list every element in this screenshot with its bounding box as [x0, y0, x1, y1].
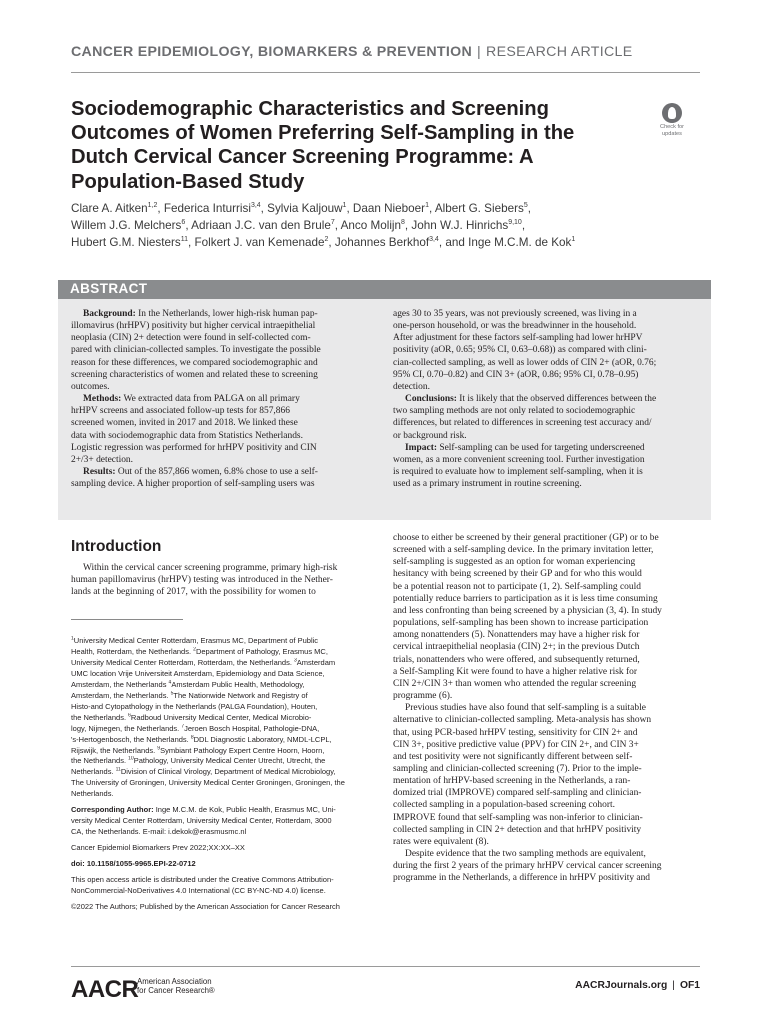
text-line	[393, 308, 699, 320]
aacr-logo[interactable]: AACR	[71, 976, 139, 1003]
line-text: sampling and clinician-collected screening (7). Prior to the imple-	[393, 763, 642, 774]
line-text: screened women, invited in 2017 and 2018. We linked these	[71, 418, 298, 429]
text-line	[393, 836, 699, 848]
journal-site-link[interactable]: AACRJournals.org	[575, 980, 668, 991]
text-line	[393, 629, 699, 641]
line-text: a Self-Sampling Kit were found to have a higher relative risk for	[393, 666, 637, 677]
affiliation-number: 10	[128, 756, 134, 762]
paragraph-label: Impact:	[405, 442, 437, 453]
text-line	[393, 860, 699, 872]
text-line	[71, 320, 377, 332]
line-text: choose to either be screened by their general practitioner (GP) or to be	[393, 533, 659, 543]
text-line	[71, 454, 377, 466]
article-type: RESEARCH ARTICLE	[486, 44, 633, 60]
line-text: two sampling methods are not only related to sociodemographic	[393, 406, 636, 417]
line-text: used as a primary instrument in routine screening.	[393, 479, 582, 490]
affiliation-marker: 11	[180, 236, 189, 244]
text-line	[393, 357, 699, 369]
text-line	[393, 848, 699, 860]
text-line	[393, 605, 699, 617]
line-text: illomavirus (hrHPV) positivity but higher cervical intraepithelial	[71, 321, 316, 332]
line-text: hesitancy with being screened by their GP and for who this would	[393, 569, 642, 580]
affiliation-number: 9	[157, 745, 161, 752]
line-text: collected sampling in CIN 2+ detection and that hrHPV positivity	[393, 824, 642, 835]
text-line	[393, 466, 699, 478]
text-line	[71, 393, 377, 405]
affiliation-number: 1	[71, 636, 74, 642]
text-line	[393, 532, 699, 544]
body-line: human papillomavirus (hrHPV) testing was introduced in the Nether-	[71, 575, 333, 586]
text-line	[71, 332, 377, 344]
affiliation-text: Amsterdam Public Health, Methodology,	[171, 679, 305, 689]
line-text: is required to evaluate how to implement self-sampling, when it is	[393, 467, 643, 478]
affiliation-text: Netherlands.	[71, 789, 114, 799]
text-line	[393, 430, 699, 442]
line-text: Logistic regression was performed for hrHPV positivity and CIN	[71, 442, 317, 453]
text-line	[393, 739, 699, 751]
footer-separator: |	[672, 980, 675, 991]
text-line	[393, 690, 699, 702]
affiliation-marker: 7	[330, 219, 335, 227]
line-text: Previous studies have also found that self-sampling is a suitable	[405, 703, 646, 714]
affiliation-text: Pathology, University Medical Center Utrecht, Utrecht, the	[133, 756, 326, 766]
text-line	[393, 751, 699, 763]
text-line	[393, 641, 699, 653]
author-line	[71, 234, 671, 251]
text-line	[71, 827, 381, 838]
line-text: screening characteristics of women and related these to screening	[71, 369, 318, 380]
abstract-heading: ABSTRACT	[70, 281, 148, 296]
journal-header	[71, 44, 711, 60]
affiliation-text: Rijswijk, the Netherlands.	[71, 745, 158, 755]
author-name: , Federica Inturrisi	[157, 202, 251, 215]
article-title	[71, 97, 631, 194]
footer-page-info	[575, 980, 700, 991]
author-name: , Adriaan J.C. van den Brule	[185, 219, 331, 232]
line-text: or background risk.	[393, 430, 467, 441]
check-for-updates-badge[interactable]	[654, 103, 690, 141]
badge-line: updates	[662, 130, 682, 137]
affiliation-marker: 1	[342, 202, 347, 210]
affiliation-text: 's-Hertogenbosch, the Netherlands.	[71, 734, 191, 744]
affiliation-line	[71, 778, 381, 789]
line-text: differences, but related to differences in screening test accuracy and/	[393, 418, 652, 429]
line-text: outcomes.	[71, 381, 110, 392]
author-name: , Johannes Berkhof	[328, 236, 430, 249]
affiliation-marker: 8	[401, 219, 405, 227]
badge-line: Check for	[660, 124, 684, 130]
org-line: American Association	[137, 977, 212, 986]
line-text: women, as a more convenient screening tool. Further investigation	[393, 454, 645, 465]
affiliation-line	[71, 669, 381, 680]
text-line	[71, 442, 377, 454]
affiliation-number: 4	[168, 679, 172, 686]
affiliation-number: 11	[115, 767, 121, 773]
text-line	[393, 417, 699, 429]
affiliation-number: 5	[170, 690, 174, 697]
affiliation-text: logy, Nijmegen, the Netherlands.	[71, 723, 182, 733]
badge-text	[654, 124, 690, 137]
affiliation-text: Health, Rotterdam, the Netherlands.	[71, 646, 194, 656]
affiliation-text: Amsterdam, the Netherlands.	[71, 690, 171, 700]
line-text: cervical intraepithelial neoplasia (CIN) 2+; in the previous Dutch	[393, 642, 640, 653]
text-line	[71, 816, 381, 827]
author-line	[71, 217, 671, 234]
abstract-left-column	[71, 308, 377, 490]
paragraph-label: Methods:	[83, 394, 122, 405]
text-line	[393, 581, 699, 593]
affiliation-line	[71, 724, 381, 735]
line-text: neoplasia (CIN) 2+ detection were found in self-collected com-	[71, 333, 311, 344]
line-text: hrHPV screens and associated follow-up tests for 857,866	[71, 406, 290, 417]
line-text: among nonattenders (5). Nonattenders may have a higher risk for	[393, 630, 640, 641]
affiliations	[71, 636, 381, 800]
author-name: , John W.J. Hinrichs	[404, 219, 509, 232]
affiliation-text: the Netherlands.	[71, 712, 129, 722]
text-line	[393, 702, 699, 714]
author-name: Clare A. Aitken	[71, 202, 148, 215]
text-line	[71, 344, 377, 356]
text-line	[71, 478, 377, 490]
line-text: pared with clinician-collected samples. To investigate the possible	[71, 345, 321, 356]
paragraph-label: Background:	[83, 309, 136, 319]
affiliation-number: 2	[193, 646, 196, 653]
author-list	[71, 200, 671, 251]
title-line: Population-Based Study	[71, 170, 305, 193]
line-text: populations, self-sampling has been shown to increase participation	[393, 618, 649, 629]
text-line	[393, 593, 699, 605]
text-line	[393, 332, 699, 344]
line-text: It is likely that the observed differences between the	[456, 394, 657, 405]
citation: Cancer Epidemiol Biomarkers Prev 2022;XX:XX–XX	[71, 843, 245, 853]
author-name: , Folkert J. van Kemenade	[188, 236, 325, 249]
affiliation-marker: 1,2	[147, 202, 158, 210]
license-line: This open access article is distributed under the Creative Commons Attribution-	[71, 875, 334, 885]
line-text: versity Medical Center Rotterdam, University Medical Center, Rotterdam, 3000	[71, 816, 332, 826]
introduction-text	[71, 562, 377, 598]
text-line	[393, 393, 699, 405]
footnotes	[71, 636, 381, 918]
text-line	[393, 381, 699, 393]
line-text: and less confronting than being screened by a physician (3, 4). In study	[393, 605, 662, 616]
text-line	[71, 405, 377, 417]
corresponding-author	[71, 805, 381, 838]
header-separator: |	[477, 44, 482, 60]
line-text: potentially reduce barriers to participation as it is less time consuming	[393, 593, 658, 604]
affiliation-text: Radboud University Medical Center, Medical Microbio-	[130, 712, 312, 722]
affiliation-line	[71, 636, 381, 647]
affiliation-line	[71, 789, 381, 800]
text-line	[393, 442, 699, 454]
author-name: , and Inge M.C.M. de Kok	[438, 236, 572, 249]
line-text: We extracted data from PALGA on all primary	[121, 394, 300, 405]
line-text: rates were equivalent (8).	[393, 836, 489, 847]
line-text: CIN 3+, positive predictive value (PPV) for CIN 2+, and CIN 3+	[393, 739, 639, 750]
line-text: data with sociodemographic data from Statistics Netherlands.	[71, 430, 303, 441]
author-name: , Anco Molijn	[334, 219, 402, 232]
abstract-right-column	[393, 308, 699, 490]
affiliation-line	[71, 658, 381, 669]
text-line	[393, 617, 699, 629]
text-line	[393, 799, 699, 811]
aacr-org-name	[137, 977, 215, 996]
line-text: domized trial (IMPROVE) compared self-sampling and clinician-	[393, 788, 642, 799]
line-text: programme (6).	[393, 691, 453, 702]
affiliation-text: The University of Groningen, University Medical Center Groningen, Groningen, the	[71, 778, 345, 788]
line-text: programme in the Netherlands, a difference in hrHPV positivity and	[393, 873, 651, 884]
line-text: IMPROVE found that self-sampling was non-inferior to clinician-	[393, 812, 643, 823]
copyright-block	[71, 902, 381, 913]
text-line	[393, 369, 699, 381]
line-text: mentation of hrHPV-based screening in the Netherlands, a ran-	[393, 776, 631, 787]
affiliation-line	[71, 680, 381, 691]
title-line: Dutch Cervical Cancer Screening Programme: A	[71, 146, 534, 169]
affiliation-line	[71, 691, 381, 702]
page-number: OF1	[679, 980, 700, 991]
text-line	[393, 824, 699, 836]
author-name: Willem J.G. Melchers	[71, 219, 182, 232]
text-line	[393, 727, 699, 739]
introduction-heading: Introduction	[71, 538, 162, 555]
affiliation-number: 6	[128, 712, 131, 719]
author-name: , Sylvia Kaljouw	[260, 202, 343, 215]
copyright: ©2022 The Authors; Published by the American Association for Cancer Research	[71, 901, 340, 911]
affiliation-text: Jeroen Bosch Hospital, Pathologie-DNA,	[184, 723, 320, 733]
body-line: lands at the beginning of 2017, with the possibility for women to	[71, 587, 316, 598]
affiliation-number: 3	[294, 657, 297, 664]
line-text: detection.	[393, 381, 430, 392]
affiliation-line	[71, 735, 381, 746]
line-text: CIN 2+/CIN 3+ than women who attended the regular screening	[393, 678, 637, 689]
affiliation-text: University Medical Center Rotterdam, Erasmus MC, Department of Public	[73, 636, 319, 645]
text-line	[393, 320, 699, 332]
affiliation-text: Netherlands.	[71, 767, 116, 777]
line-text: 2+/3+ detection.	[71, 454, 134, 465]
line-text: Out of the 857,866 women, 6.8% chose to use a self-	[115, 467, 318, 478]
line-text: Despite evidence that the two sampling methods are equivalent,	[405, 849, 646, 860]
header-rule	[71, 72, 700, 73]
affiliation-line	[71, 647, 381, 658]
affiliation-line	[71, 767, 381, 778]
text-line	[393, 454, 699, 466]
line-text: ages 30 to 35 years, was not previously screened, was living in a	[393, 309, 637, 319]
line-text: In the Netherlands, lower high-risk human pap-	[135, 309, 318, 319]
paragraph-label: Results:	[83, 467, 116, 478]
line-text: self-sampling is suggested as an option for woman experiencing	[393, 557, 636, 568]
author-name: , Albert G. Siebers	[428, 202, 524, 215]
affiliation-text: DDL Diagnostic Laboratory, NMDL-LCPL,	[193, 734, 332, 744]
text-line	[393, 714, 699, 726]
text-line	[393, 344, 699, 356]
affiliation-text: Amsterdam	[296, 657, 336, 667]
affiliation-marker: 3,4	[429, 236, 439, 244]
affiliation-marker: 1	[425, 202, 429, 210]
text-line	[71, 357, 377, 369]
text-line	[393, 775, 699, 787]
text-line	[71, 805, 381, 816]
line-text: that, using PCR-based hrHPV testing, sensitivity for CIN 2+ and	[393, 727, 638, 738]
text-line	[71, 430, 377, 442]
text-line	[393, 478, 699, 490]
footnote-rule	[71, 619, 183, 620]
text-line	[393, 405, 699, 417]
right-column-text	[393, 532, 699, 885]
line-text: sampling device. A higher proportion of self-sampling users was	[71, 479, 315, 490]
doi-link[interactable]: doi: 10.1158/1055-9965.EPI-22-0712	[71, 859, 196, 869]
affiliation-marker: 5	[523, 202, 528, 210]
author-name: , Daan Nieboer	[346, 202, 426, 215]
line-text: cian-collected sampling, as well as lower odds of CIN 2+ (aOR, 0.76;	[393, 357, 657, 368]
affiliation-text: The Nationwide Network and Registry of	[173, 690, 308, 700]
line-text: during the first 2 years of the primary hrHPV cervical cancer screening	[393, 861, 662, 872]
author-name: ,	[527, 202, 531, 215]
affiliation-marker: 1	[571, 236, 576, 244]
line-text: After adjustment for these factors self-sampling had lower hrHPV	[393, 333, 643, 344]
paragraph-label: Corresponding Author:	[71, 805, 154, 815]
line-text: alternative to clinician-collected sampling. Meta-analysis has shown	[393, 715, 652, 726]
citation-block	[71, 843, 381, 854]
line-text: be a potential reason not to participate (1, 2). Self-sampling could	[393, 581, 641, 592]
affiliation-marker: 2	[324, 236, 329, 244]
title-line: Outcomes of Women Preferring Self-Sampling in the	[71, 122, 575, 145]
line-text: Inge M.C.M. de Kok, Public Health, Erasmus MC, Uni-	[153, 805, 336, 815]
line-text: and test positivity were not significantly different between self-	[393, 751, 633, 762]
affiliation-text: University Medical Center Rotterdam, Rotterdam, the Netherlands.	[71, 657, 295, 667]
line-text: Self-sampling can be used for targeting underscreened	[436, 442, 645, 453]
affiliation-text: UMC location Vrije Universiteit Amsterdam, Epidemiology and Data Science,	[71, 668, 325, 678]
text-line	[393, 654, 699, 666]
org-line: for Cancer Research®	[137, 986, 215, 996]
affiliation-text: Symbiant Pathology Expert Centre Hoorn, Hoorn,	[160, 745, 325, 755]
line-text: screened with a self-sampling device. In the primary invitation letter,	[393, 545, 654, 556]
text-line	[393, 666, 699, 678]
bookmark-icon	[662, 103, 682, 123]
doi-block	[71, 859, 381, 870]
author-line	[71, 200, 671, 217]
affiliation-line	[71, 756, 381, 767]
author-name: ,	[521, 219, 526, 232]
line-text: trials, nonattenders who were offered, and subsequently returned,	[393, 654, 640, 665]
text-line	[393, 544, 699, 556]
text-line	[393, 787, 699, 799]
affiliation-marker: 3,4	[250, 202, 261, 210]
text-line	[393, 872, 699, 884]
line-text: one-person household, or was the breadwinner in the household.	[393, 321, 637, 332]
line-text: reason for these differences, we compared sociodemographic and	[71, 357, 318, 368]
line-text: 95% CI, 0.70–0.82) and CIN 3+ (aOR, 0.86; 95% CI, 0.78–0.95)	[393, 369, 639, 380]
affiliation-text: Amsterdam, the Netherlands	[71, 679, 169, 689]
text-line	[393, 678, 699, 690]
affiliation-line	[71, 746, 381, 757]
paragraph-label: Conclusions:	[405, 394, 457, 405]
journal-name: CANCER EPIDEMIOLOGY, BIOMARKERS & PREVENTION	[71, 44, 473, 60]
text-line	[393, 556, 699, 568]
body-line: Within the cervical cancer screening programme, primary high-risk	[83, 563, 338, 573]
text-line	[393, 568, 699, 580]
line-text: collected sampling in a population-based screening cohort.	[393, 800, 615, 811]
author-name: Hubert G.M. Niesters	[71, 236, 181, 249]
footer-rule	[71, 966, 700, 967]
text-line	[71, 417, 377, 429]
affiliation-text: Histo-and Cytopathology in the Netherlands (PALGA Foundation), Houten,	[71, 701, 318, 711]
affiliation-number: 8	[190, 734, 194, 741]
license-block	[71, 875, 381, 897]
abstract-header-bar	[58, 280, 711, 299]
affiliation-text: Department of Pathology, Erasmus MC,	[195, 646, 328, 656]
text-line	[393, 812, 699, 824]
affiliation-marker: 9,10	[508, 219, 522, 227]
text-line	[71, 308, 377, 320]
affiliation-text: the Netherlands.	[71, 756, 129, 766]
line-text: positivity (aOR, 0.65; 95% CI, 0.63–0.68)) as compared with clini-	[393, 345, 647, 356]
license-line: NonCommercial-NoDerivatives 4.0 International (CC BY-NC-ND 4.0) license.	[71, 886, 326, 896]
text-line	[71, 381, 377, 393]
line-text: CA, the Netherlands. E-mail: i.dekok@erasmusmc.nl	[71, 827, 247, 837]
title-line: Sociodemographic Characteristics and Screening	[71, 98, 549, 120]
affiliation-text: Division of Clinical Virology, Department of Medical Microbiology,	[120, 767, 336, 777]
affiliation-line	[71, 702, 381, 713]
affiliation-marker: 6	[181, 219, 186, 227]
text-line	[71, 369, 377, 381]
text-line	[71, 466, 377, 478]
text-line	[393, 763, 699, 775]
affiliation-number: 7	[181, 723, 185, 730]
affiliation-line	[71, 713, 381, 724]
